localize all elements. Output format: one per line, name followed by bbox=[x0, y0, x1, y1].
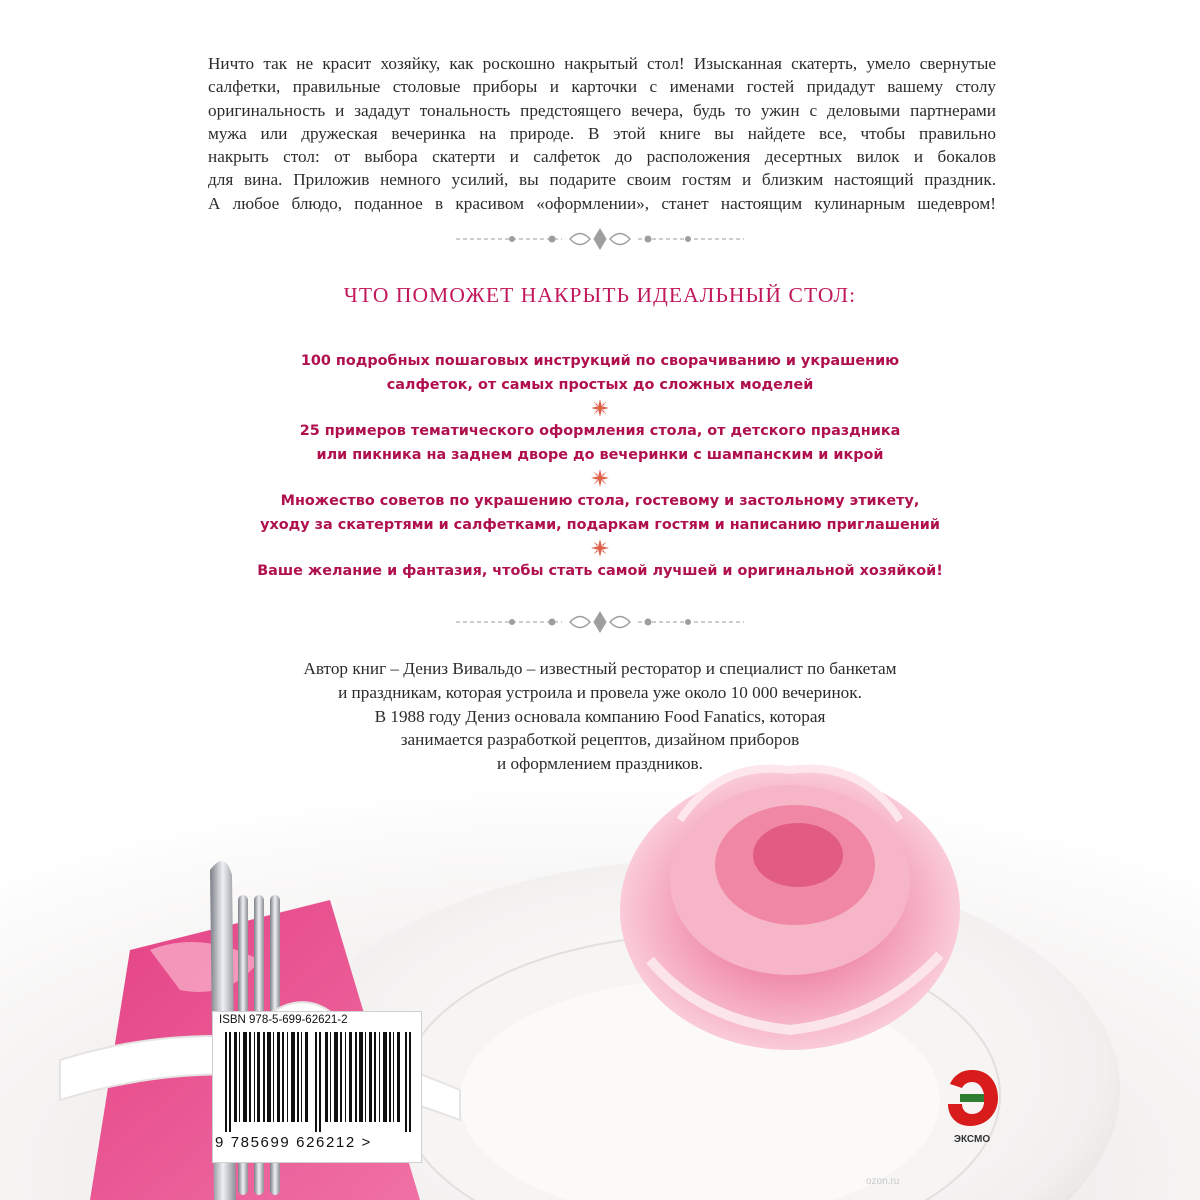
features-heading: ЧТО ПОМОЖЕТ НАКРЫТЬ ИДЕАЛЬНЫЙ СТОЛ: bbox=[343, 283, 857, 307]
author-bio bbox=[200, 657, 1000, 776]
author-line: и оформлением праздников. bbox=[497, 754, 703, 774]
features-list bbox=[200, 349, 1000, 583]
intro-line: оригинальность и зададут тональность предстоящего вечера, будь то ужин с деловыми партнерами bbox=[208, 100, 996, 120]
intro-line: накрыть стол: от выбора скатерти и салфеток до расположения десертных вилок и бокалов bbox=[208, 147, 996, 167]
ornament-divider-icon bbox=[452, 226, 748, 252]
barcode-icon bbox=[225, 1032, 413, 1132]
feature-line: салфеток, от самых простых до сложных моделей bbox=[386, 377, 814, 393]
ornament-divider-icon bbox=[452, 609, 748, 635]
intro-paragraph bbox=[208, 52, 996, 215]
feature-line: 100 подробных пошаговых инструкций по сворачиванию и украшению bbox=[300, 353, 900, 369]
intro-line: для вина. Приложив немного усилий, вы подарите своим гостям и близким настоящий праздник. bbox=[208, 170, 996, 190]
feature-item bbox=[200, 559, 1000, 583]
publisher-logo bbox=[940, 1064, 1004, 1174]
intro-line: А любое блюдо, поданное в красивом «оформлении», станет настоящим кулинарным шедевром! bbox=[208, 193, 996, 213]
feature-line: Множество советов по украшению стола, гостевому и застольному этикету, bbox=[280, 493, 920, 509]
feature-item bbox=[200, 349, 1000, 397]
feature-line: 25 примеров тематического оформления стола, от детского праздника bbox=[299, 423, 901, 439]
flower-separator-icon bbox=[200, 467, 1000, 489]
author-line: и праздникам, которая устроила и провела уже около 10 000 вечеринок. bbox=[338, 682, 862, 702]
feature-item bbox=[200, 419, 1000, 467]
feature-line: уходу за скатертями и салфетками, подаркам гостям и написанию приглашений bbox=[260, 517, 940, 533]
isbn-label: ISBN 978-5-699-62621-2 bbox=[219, 1014, 348, 1026]
isbn-barcode-box bbox=[212, 1011, 422, 1163]
feature-line: Ваше желание и фантазия, чтобы стать самой лучшей и оригинальной хозяйкой! bbox=[257, 563, 943, 579]
intro-line: салфетки, правильные столовые приборы и карточки с именами гостей придадут вашему столу bbox=[208, 77, 996, 97]
author-line: Автор книг – Дениз Вивальдо – известный ресторатор и специалист по банкетам bbox=[303, 659, 897, 678]
author-line: занимается разработкой рецептов, дизайном приборов bbox=[400, 730, 800, 750]
feature-item bbox=[200, 489, 1000, 537]
intro-line: Ничто так не красит хозяйку, как роскошно накрытый стол! Изысканная скатерть, умело свернутые bbox=[208, 54, 996, 73]
eksmo-logo-icon bbox=[942, 1064, 1002, 1132]
intro-line: мужа или дружеская вечеринка на природе. В этой книге вы найдете все, чтобы правильно bbox=[208, 123, 996, 143]
publisher-name: ЭКСМО bbox=[953, 1134, 991, 1145]
watermark: ozon.ru bbox=[866, 1176, 900, 1187]
author-line: В 1988 году Дениз основала компанию Food Fanatics, которая bbox=[374, 706, 826, 726]
isbn-digits: 9 785699 626212 > bbox=[215, 1134, 372, 1151]
feature-line: или пикника на заднем дворе до вечеринки с шампанским и икрой bbox=[316, 447, 884, 463]
flower-separator-icon bbox=[200, 537, 1000, 559]
flower-separator-icon bbox=[200, 397, 1000, 419]
